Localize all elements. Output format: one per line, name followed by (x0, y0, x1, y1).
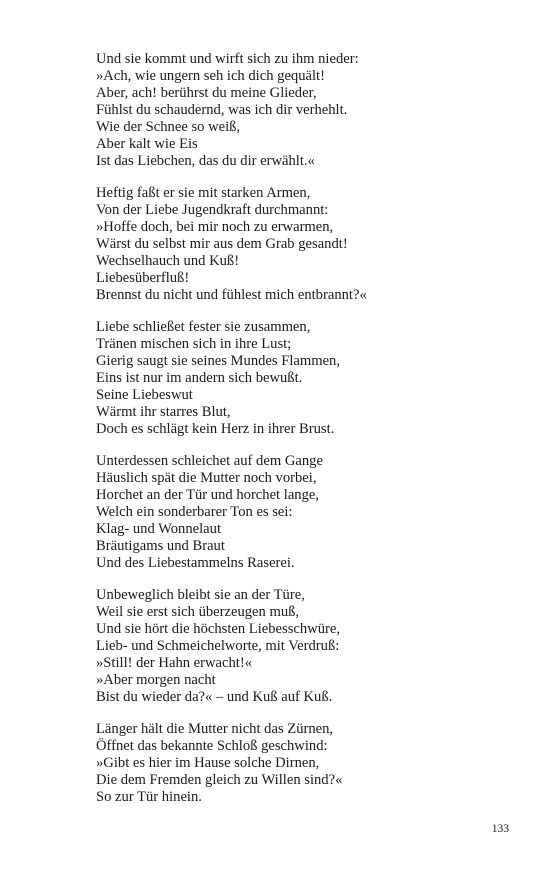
poem-line: »Ach, wie ungern seh ich dich gequält! (96, 68, 325, 84)
poem-line: Doch es schlägt kein Herz in ihrer Brust. (96, 421, 335, 437)
poem-line: Eins ist nur im andern sich bewußt. (96, 370, 303, 386)
poem-line: Weil sie erst sich überzeugen muß, (96, 604, 300, 620)
poem-line: Unbeweglich bleibt sie an der Türe, (96, 587, 305, 603)
poem-line: Bräutigams und Braut (96, 538, 225, 554)
stanza-1 (96, 51, 516, 170)
poem-line: Heftig faßt er sie mit starken Armen, (96, 185, 311, 201)
poem-line: Häuslich spät die Mutter noch vorbei, (96, 470, 317, 486)
poem-line: Klag- und Wonnelaut (96, 521, 222, 537)
poem-line: Fühlst du schaudernd, was ich dir verhehlt. (96, 102, 348, 118)
poem-line: Öffnet das bekannte Schloß geschwind: (96, 738, 328, 754)
page-number: 133 (491, 823, 509, 835)
poem-text (96, 51, 516, 821)
stanza-5 (96, 587, 516, 706)
poem-line: Wie der Schnee so weiß, (96, 119, 241, 135)
poem-line: Horchet an der Tür und horchet lange, (96, 487, 320, 503)
poem-line: Länger hält die Mutter nicht das Zürnen, (96, 721, 334, 737)
poem-line: Seine Liebeswut (96, 387, 193, 403)
stanza-4 (96, 453, 516, 572)
poem-line: Liebesüberfluß! (96, 270, 190, 286)
poem-line: »Aber morgen nacht (96, 672, 216, 688)
poem-line: Welch ein sonderbarer Ton es sei: (96, 504, 293, 520)
poem-line: Aber kalt wie Eis (96, 136, 198, 152)
poem-line: Liebe schließet fester sie zusammen, (96, 319, 311, 335)
poem-line: Tränen mischen sich in ihre Lust; (96, 336, 292, 352)
stanza-2 (96, 185, 516, 304)
poem-line: Wärst du selbst mir aus dem Grab gesandt! (96, 236, 348, 252)
poem-line: »Still! der Hahn erwacht!« (96, 655, 253, 671)
poem-line: Unterdessen schleichet auf dem Gange (96, 453, 323, 469)
poem-line: Und sie kommt und wirft sich zu ihm nieder: (96, 51, 359, 67)
poem-line: Wärmt ihr starres Blut, (96, 404, 231, 420)
poem-line: Von der Liebe Jugendkraft durchmannt: (96, 202, 329, 218)
poem-line: Aber, ach! berührst du meine Glieder, (96, 85, 317, 101)
poem-line: »Gibt es hier im Hause solche Dirnen, (96, 755, 320, 771)
poem-line: Lieb- und Schmeichelworte, mit Verdruß: (96, 638, 340, 654)
poem-line: Brennst du nicht und fühlest mich entbrannt?« (96, 287, 367, 303)
stanza-3 (96, 319, 516, 438)
poem-line: Die dem Fremden gleich zu Willen sind?« (96, 772, 343, 788)
poem-line: Und sie hört die höchsten Liebesschwüre, (96, 621, 340, 637)
poem-line: So zur Tür hinein. (96, 789, 202, 805)
poem-line: Ist das Liebchen, das du dir erwählt.« (96, 153, 315, 169)
poem-line: Gierig saugt sie seines Mundes Flammen, (96, 353, 341, 369)
poem-line: Und des Liebestammelns Raserei. (96, 555, 295, 571)
poem-line: Bist du wieder da?« – und Kuß auf Kuß. (96, 689, 333, 705)
poem-line: »Hoffe doch, bei mir noch zu erwarmen, (96, 219, 334, 235)
poem-line: Wechselhauch und Kuß! (96, 253, 240, 269)
stanza-6 (96, 721, 516, 806)
